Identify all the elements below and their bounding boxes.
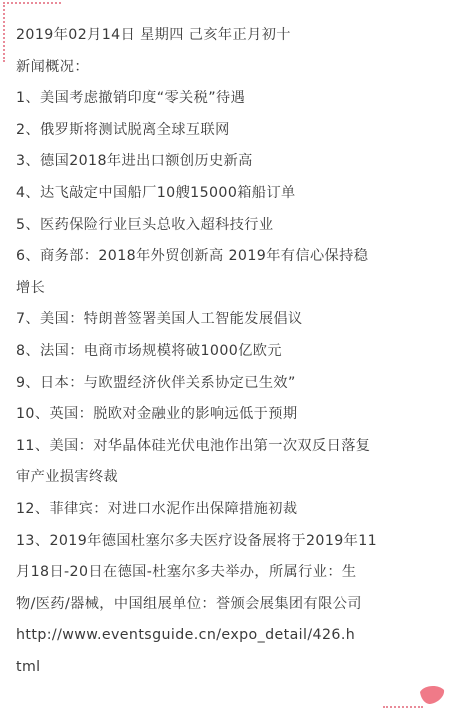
news-link-line: http://www.eventsguide.cn/expo_detail/426.h: [16, 627, 356, 644]
date-line: 2019年02月14日 星期四 己亥年正月初十: [16, 27, 291, 43]
news-line: 4、达飞敲定中国船厂10艘15000箱船订单: [16, 184, 296, 201]
decorative-dashed-line: [383, 706, 423, 708]
news-link-line: tml: [16, 658, 41, 675]
news-line: 9、日本：与欧盟经济伙伴关系协定已生效”: [16, 374, 296, 391]
petal-decoration-icon: [418, 684, 446, 706]
news-line: 13、2019年德国杜塞尔多夫医疗设备展将于2019年11: [16, 532, 378, 549]
news-line: 增长: [16, 279, 46, 296]
news-line: 7、美国：特朗普签署美国人工智能发展倡议: [16, 311, 303, 328]
news-line: 3、德国2018年进出口额创历史新高: [16, 153, 253, 170]
news-line: 11、美国：对华晶体硅光伏电池作出第一次双反日落复: [16, 437, 371, 454]
news-line: 8、法国：电商市场规模将破1000亿欧元: [16, 342, 282, 359]
news-content: [16, 20, 440, 683]
news-line: 10、英国：脱欧对金融业的影响远低于预期: [16, 406, 298, 423]
news-line: 物/医药/器械，中国组展单位：誉颁会展集团有限公司: [16, 595, 362, 612]
news-line: 1、美国考虑撤销印度“零关税”待遇: [16, 90, 246, 107]
section-title: 新闻概况：: [16, 58, 89, 75]
news-line: 5、医药保险行业巨头总收入超科技行业: [16, 216, 274, 233]
news-line: 审产业损害终裁: [16, 469, 119, 486]
news-line: 6、商务部：2018年外贸创新高 2019年有信心保持稳: [16, 248, 369, 265]
news-line: 2、俄罗斯将测试脱离全球互联网: [16, 121, 230, 138]
news-line: 月18日-20日在德国-杜塞尔多夫举办，所属行业：生: [16, 564, 357, 581]
news-line: 12、菲律宾：对进口水泥作出保障措施初裁: [16, 500, 298, 517]
